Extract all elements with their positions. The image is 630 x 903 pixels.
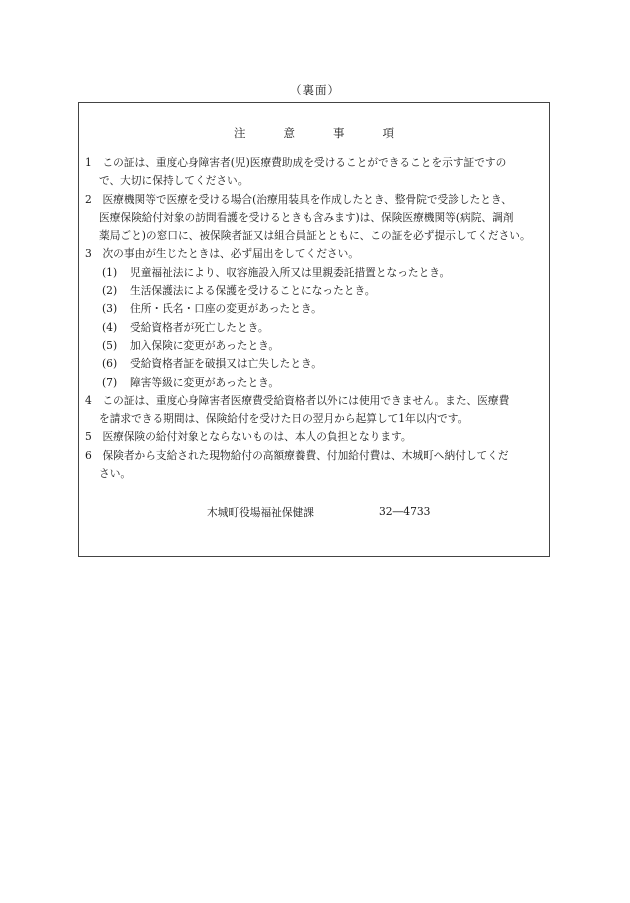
subitem-text: 障害等級に変更があったとき。 <box>130 375 280 389</box>
notice-line: 1 この証は、重度心身障害者(児)医療費助成を受けることができることを示す証ですの <box>85 156 507 169</box>
subitem-text: 住所・氏名・口座の変更があったとき。 <box>130 302 322 316</box>
notice-line: 2 医療機関等で医療を受ける場合(治療用装具を作成したとき、整骨院で受診したとき、 <box>85 192 512 206</box>
office-name: 木城町役場福祉保健課 <box>207 506 314 519</box>
notice-line: さい。 <box>99 467 132 481</box>
heading-char: 注 <box>234 126 246 140</box>
notice-heading <box>79 125 549 141</box>
notice-line: 3 次の事由が生じたときは、必ず届出をしてください。 <box>85 247 359 261</box>
subitem-text: 加入保険に変更があったとき。 <box>130 338 280 352</box>
subitem-number: (1) <box>102 265 118 279</box>
notice-subitem <box>85 264 543 282</box>
notice-line: 6 保険者から支給された現物給付の高額療養費、付加給付費は、木城町へ納付してくだ <box>85 448 509 462</box>
notice-line: で、大切に保持してください。 <box>99 174 249 188</box>
heading-char: 事 <box>333 126 345 140</box>
subitem-number: (3) <box>102 302 118 316</box>
notice-subitem <box>85 319 543 337</box>
notice-box <box>78 102 550 557</box>
notice-subitem <box>85 300 543 318</box>
subitem-text: 生活保護法による保護を受けることになったとき。 <box>130 284 376 298</box>
notice-line: 医療保険給付対象の訪問看護を受けるときも含みます)は、保険医療機関等(病院、調剤 <box>99 210 514 224</box>
subitem-number: (7) <box>102 375 118 389</box>
subitem-number: (4) <box>102 320 118 334</box>
notice-line: を請求できる期間は、保険給付を受けた日の翌月から起算して1年以内です。 <box>99 412 469 426</box>
phone-number: 32―4733 <box>379 505 431 518</box>
reverse-side-label: （裏面） <box>290 83 340 97</box>
subitem-number: (2) <box>102 284 118 298</box>
notice-subitem <box>85 282 543 300</box>
notice-subitem <box>85 355 543 373</box>
notice-subitem <box>85 374 543 392</box>
subitem-text: 受給資格者が死亡したとき。 <box>130 320 269 334</box>
notice-line: 5 医療保険の給付対象とならないものは、本人の負担となります。 <box>85 430 412 444</box>
heading-char: 項 <box>382 126 394 140</box>
subitem-number: (5) <box>102 338 118 352</box>
notice-subitem <box>85 337 543 355</box>
subitem-text: 児童福祉法により、収容施設入所又は里親委託措置となったとき。 <box>130 265 451 279</box>
subitem-text: 受給資格者証を破損又は亡失したとき。 <box>130 357 322 371</box>
subitem-number: (6) <box>102 357 118 371</box>
notice-line: 薬局ごと)の窓口に、被保険者証又は組合員証とともに、この証を必ず提示してください。 <box>99 229 531 243</box>
notice-line: 4 この証は、重度心身障害者医療費受給資格者以外には使用できません。また、医療費 <box>85 393 510 407</box>
heading-char: 意 <box>283 126 295 140</box>
notice-items <box>85 154 543 483</box>
